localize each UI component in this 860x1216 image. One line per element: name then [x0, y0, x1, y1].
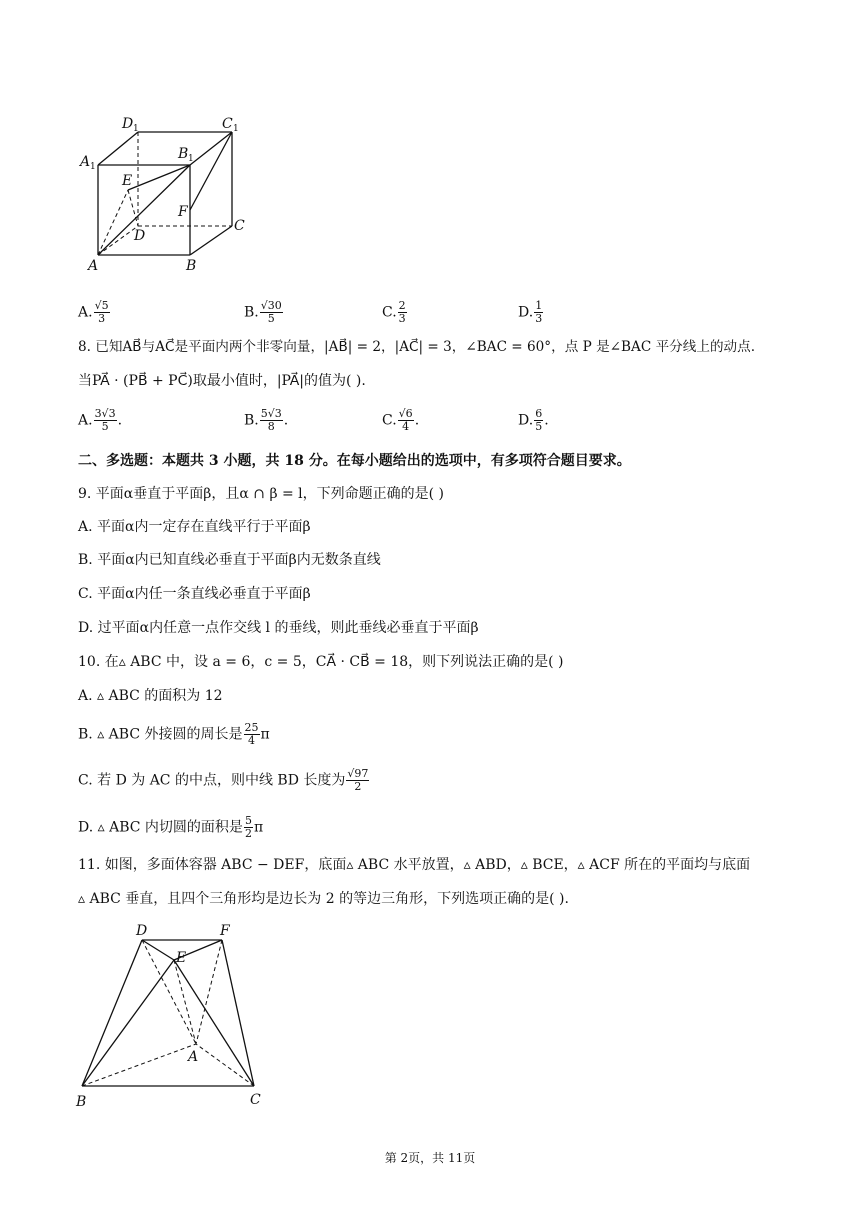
- q9-option-b[interactable]: B. 平面α内已知直线必垂直于平面β内无数条直线: [78, 552, 381, 568]
- q7-option-d[interactable]: D. $\frac{1}{3}$: [518, 299, 543, 325]
- label-A: A: [188, 1049, 199, 1065]
- q10-stem: 10. 在▵ ABC 中，设 a = 6，c = 5，CA⃗ · CB⃗ = 18，则下列说法正确的是( ): [78, 654, 564, 670]
- page-footer: 第 2页，共 11页: [384, 1151, 476, 1165]
- q8-option-c[interactable]: C. $\frac{√6}{4}$ .: [382, 407, 420, 433]
- q8-line2: 当PA⃗ · (PB⃗ + PC⃗)取最小值时，|PA⃗|的值为( ).: [78, 373, 366, 389]
- q9-option-d[interactable]: D. 过平面α内任意一点作交线 l 的垂线，则此垂线必垂直于平面β: [78, 620, 479, 636]
- polyhedron-figure: [70, 918, 280, 1114]
- label-A: A: [88, 258, 99, 274]
- label-F: F: [220, 923, 230, 939]
- q9-option-c[interactable]: C. 平面α内任一条直线必垂直于平面β: [78, 586, 311, 602]
- label-B1: B: [178, 146, 189, 162]
- label-B1-sub: 1: [188, 154, 194, 164]
- q9-stem: 9. 平面α垂直于平面β，且α ∩ β = l，下列命题正确的是( ): [78, 486, 445, 502]
- q7-option-b[interactable]: B. $\frac{√30}{5}$: [244, 299, 282, 325]
- q7-option-a[interactable]: A. $\frac{√5}{3}$: [78, 299, 109, 325]
- label-E: E: [122, 173, 133, 189]
- label-F: F: [178, 204, 188, 220]
- label-D1-sub: 1: [133, 124, 139, 134]
- q8-option-b[interactable]: B. $\frac{5√3}{8}$ .: [244, 407, 289, 433]
- q8-option-d[interactable]: D. $\frac{6}{5}$ .: [518, 407, 549, 433]
- q10-option-c[interactable]: C. 若 D 为 AC 的中点，则中线 BD 长度为 $\frac{√97}{2}$: [78, 767, 369, 793]
- label-D: D: [136, 923, 148, 939]
- q8-line1: 8. 已知AB⃗与AC⃗是平面内两个非零向量，|AB⃗| = 2，|AC⃗| = 3，∠BAC = 60°，点 P 是∠BAC 平分线上的动点.: [78, 339, 756, 355]
- label-D: D: [134, 228, 146, 244]
- q11-line1: 11. 如图，多面体容器 ABC − DEF，底面▵ ABC 水平放置，▵ ABD，▵ BCE，▵ ACF 所在的平面均与底面: [78, 857, 751, 873]
- q10-option-d[interactable]: D. ▵ ABC 内切圆的面积是 $\frac{5}{2}$ π: [78, 814, 264, 840]
- q10-option-b[interactable]: B. ▵ ABC 外接圆的周长是 $\frac{25}{4}$ π: [78, 721, 270, 747]
- section-heading-multi-choice: 二、多选题：本题共 3 小题，共 18 分。在每小题给出的选项中，有多项符合题目要求。: [78, 453, 631, 469]
- label-C1: C: [222, 116, 233, 132]
- label-C: C: [234, 218, 245, 234]
- label-D1: D: [122, 116, 134, 132]
- label-B: B: [186, 258, 197, 274]
- q9-option-a[interactable]: A. 平面α内一定存在直线平行于平面β: [78, 519, 311, 535]
- q7-option-c[interactable]: C. $\frac{2}{3}$: [382, 299, 406, 325]
- q8-option-a[interactable]: A. $\frac{3√3}{5}$ .: [78, 407, 123, 433]
- q10-option-a[interactable]: A. ▵ ABC 的面积为 12: [78, 688, 223, 704]
- cube-figure: [76, 110, 256, 280]
- label-C1-sub: 1: [233, 124, 239, 134]
- label-B: B: [76, 1094, 87, 1110]
- label-E: E: [176, 950, 187, 966]
- label-C: C: [250, 1092, 261, 1108]
- q11-line2: ▵ ABC 垂直，且四个三角形均是边长为 2 的等边三角形，下列选项正确的是( ).: [78, 891, 569, 907]
- label-A1-sub: 1: [90, 162, 96, 172]
- label-A1: A: [80, 154, 91, 170]
